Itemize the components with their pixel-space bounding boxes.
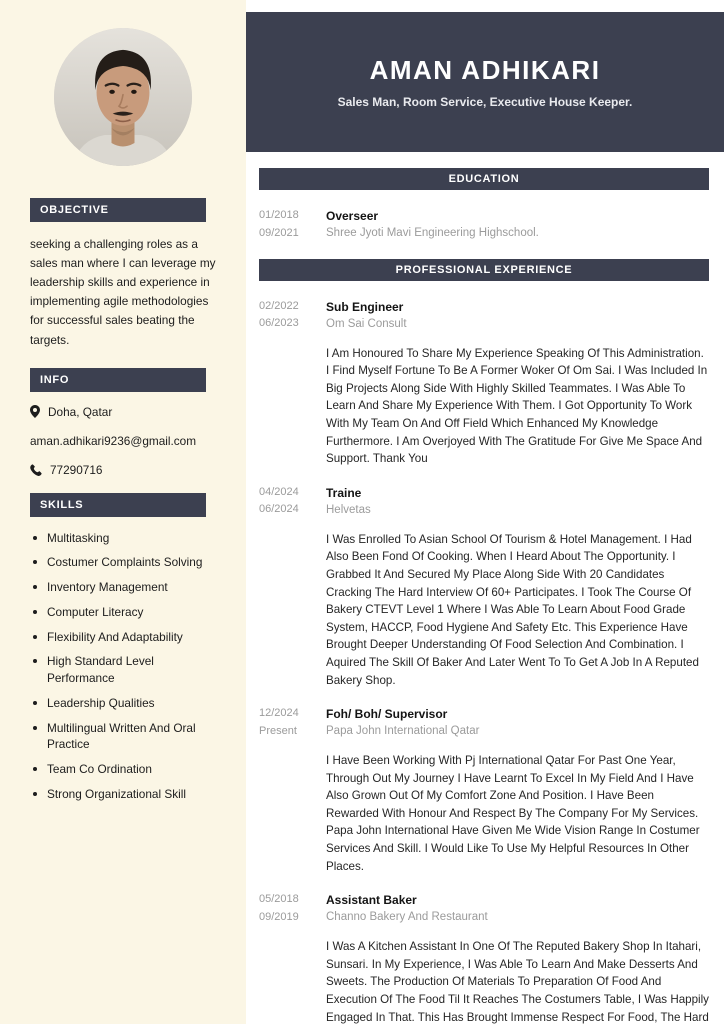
location-text: Doha, Qatar — [48, 404, 113, 419]
entry-date-range — [259, 705, 317, 875]
objective-text: seeking a challenging roles as a sales man where I can leverage my leadership skills and experience in implementing agile methodologies for successful sales beating the targets. — [30, 237, 216, 347]
entry-title: Traine — [326, 485, 362, 500]
location-pin-icon — [30, 405, 40, 418]
entry-date-range — [259, 891, 317, 1024]
profile-photo — [54, 28, 192, 166]
skill-item: Team Co Ordination — [30, 761, 218, 778]
entry-body — [326, 484, 709, 689]
candidate-subtitle: Sales Man, Room Service, Executive House Keeper. — [337, 95, 633, 109]
entry-description: I Was Enrolled To Asian School Of Tourism & Hotel Management. I Had Also Been Fond Of Cooking. When I Heard About The Opportunity. I Grabbed It And Secured My Place Along Side With 20 Candidates Cracking The Hard Interview Of 60+ Participates. I Took The Course Of Bakery CTEVT Level 1 Where I Was Able To Learn About Food Grade System, HACCP, Food Hygiene And Safety Etc. This Experience Have Brought Deeper Understanding Of Food Selection And Combination. I Aquired The Skill Of Baker And Later Went To To Get A Job In A Reputed Bakery Shop. — [326, 532, 699, 687]
entry-organization: Shree Jyoti Mavi Engineering Highschool. — [326, 227, 539, 239]
skill-item: Multilingual Written And Oral Practice — [30, 720, 218, 754]
experience-entry — [259, 705, 709, 875]
skill-item: Leadership Qualities — [30, 695, 218, 712]
entry-title: Foh/ Boh/ Supervisor — [326, 707, 448, 722]
date-from: 05/2018 — [259, 893, 299, 906]
skill-item: Flexibility And Adaptability — [30, 629, 218, 646]
info-row-email — [30, 434, 218, 448]
entry-organization: Papa John International Qatar — [326, 725, 480, 738]
skills-list — [30, 530, 218, 803]
entry-organization: Helvetas — [326, 503, 371, 516]
date-from: 12/2024 — [259, 707, 299, 720]
date-to: 06/2024 — [259, 503, 299, 516]
date-to: 06/2023 — [259, 317, 299, 330]
entry-body — [326, 705, 709, 875]
education-entry — [259, 207, 709, 243]
candidate-name: AMAN ADHIKARI — [369, 55, 601, 85]
experience-entry — [259, 298, 709, 468]
info-row-location — [30, 405, 218, 419]
date-to: 09/2021 — [259, 226, 299, 239]
entry-title: Overseer — [326, 209, 379, 223]
objective-heading: OBJECTIVE — [30, 198, 206, 222]
entry-organization: Om Sai Consult — [326, 317, 407, 330]
header — [246, 12, 724, 152]
experience-entry — [259, 891, 709, 1024]
date-from: 04/2024 — [259, 485, 299, 498]
date-from: 02/2022 — [259, 299, 299, 312]
experience-section-heading: PROFESSIONAL EXPERIENCE — [259, 259, 709, 281]
info-list — [30, 405, 218, 477]
skill-item: Costumer Complaints Solving — [30, 554, 218, 571]
info-heading: INFO — [30, 368, 206, 392]
entry-date-range — [259, 207, 317, 243]
entry-description: I Have Been Working With Pj International Qatar For Past One Year, Through Out My Journey I Have Learnt To Excel In My Field And I Have Also Grown Out Of My Comfort Zone And Position. I Have Been Rewarded With Honour And Respect By The Company For My Services. Papa John International Have Given Me Wide Vision Range In Costumer Services And Skill. I Would Like To Use My Helpful Resources In Other Places. — [326, 754, 700, 873]
entry-description: I Was A Kitchen Assistant In One Of The Reputed Bakery Shop In Itahari, Sunsari. In My Experience, I Was Able To Learn And Make Desserts And Sweets. The Production Of Materials To Preparation Of Food And Execution Of The Food Til It Reaches The Costumers Table, I Was Happily Engaged In That. This Has Brought Immense Respect For Food, The Hard — [326, 940, 709, 1024]
entry-date-range — [259, 298, 317, 468]
skills-heading: SKILLS — [30, 493, 206, 517]
entry-title: Sub Engineer — [326, 299, 404, 314]
skill-item: Inventory Management — [30, 579, 218, 596]
info-row-phone — [30, 463, 218, 477]
education-section-heading: EDUCATION — [259, 168, 709, 190]
skill-item: High Standard Level Performance — [30, 653, 218, 687]
entry-body — [326, 207, 709, 243]
entry-description: I Am Honoured To Share My Experience Speaking Of This Administration. I Find Myself Fortune To Be A Former Woker Of Om Sai. I Was Included In Big Projects Along Side With Highly Skilled Teammates. I Was Able To Learn And Share My Experience With Them. I Got Opportunity To Work With My Team On And Off Field Which Enhanced My Knowledge Furthermore. I Am Overjoyed With The Gratitude For Give Me Space And Support. Thank You — [326, 346, 708, 466]
skill-item: Strong Organizational Skill — [30, 786, 218, 803]
top-margin — [246, 0, 724, 12]
sidebar-content — [0, 166, 246, 803]
entry-body — [326, 891, 709, 1024]
date-from: 01/2018 — [259, 209, 299, 221]
phone-icon — [30, 464, 42, 476]
experience-entry — [259, 484, 709, 689]
avatar-illustration — [54, 28, 192, 166]
entry-date-range — [259, 484, 317, 689]
sidebar — [0, 0, 246, 1024]
date-to: 09/2019 — [259, 910, 299, 923]
skill-item: Multitasking — [30, 530, 218, 547]
email-text: aman.adhikari9236@gmail.com — [30, 433, 197, 448]
main-column — [246, 0, 724, 1024]
entry-body — [326, 298, 709, 468]
phone-text: 77290716 — [50, 462, 103, 477]
main-content — [246, 152, 724, 1024]
entry-title: Assistant Baker — [326, 893, 417, 908]
date-to: Present — [259, 724, 297, 737]
skill-item: Computer Literacy — [30, 604, 218, 621]
entry-organization: Channo Bakery And Restaurant — [326, 911, 488, 924]
